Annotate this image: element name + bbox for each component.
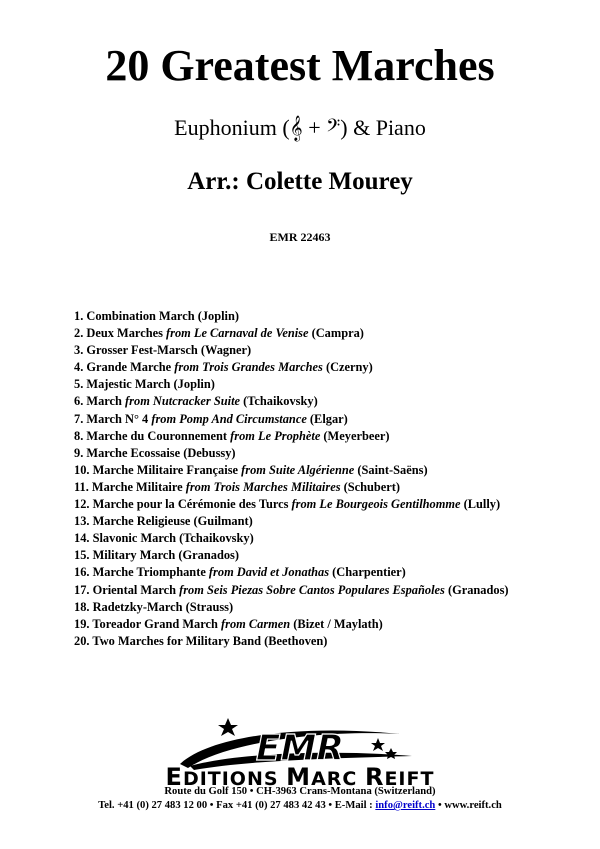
subtitle-plus: + (302, 115, 327, 140)
track-composer: (Meyerbeer) (320, 428, 390, 443)
track-title: March N° 4 (86, 411, 152, 426)
publisher-word: EIFT (384, 768, 435, 790)
track-number: 18. (74, 599, 93, 614)
treble-clef-icon: 𝄞 (289, 116, 303, 141)
track-item (74, 513, 594, 530)
track-item (74, 308, 594, 325)
track-composer: (Wagner) (197, 343, 252, 358)
track-item (74, 376, 594, 393)
track-composer: (Tchaikovsky) (240, 394, 318, 409)
track-source: from Carmen (221, 616, 291, 631)
track-number: 10. (74, 462, 93, 477)
track-item (74, 479, 594, 496)
track-title: Marche Militaire Française (92, 462, 242, 477)
track-number: 11. (74, 479, 92, 494)
track-number: 13. (74, 514, 93, 529)
publisher-address: Route du Golf 150 • CH-3963 Crans-Montana (Switzerland) (164, 786, 436, 797)
publisher-initial: E (165, 763, 183, 791)
track-source: from Le Prophète (230, 428, 321, 443)
track-composer: (Czerny) (322, 360, 373, 375)
track-title: Marche du Couronnement (86, 428, 231, 443)
publisher-word: DITIONS (182, 768, 287, 790)
track-source: from Le Carnaval de Venise (166, 326, 309, 341)
page-title: 20 Greatest Marches (105, 41, 495, 90)
track-number: 14. (74, 531, 93, 546)
track-composer: (Granados) (444, 582, 509, 597)
track-item (74, 599, 594, 616)
publisher-contact (0, 799, 600, 813)
track-source: from Suite Algérienne (241, 462, 355, 477)
track-source: from David et Jonathas (208, 565, 330, 580)
track-item (74, 342, 594, 359)
track-number: 12. (74, 497, 93, 512)
track-number: 7. (74, 411, 87, 426)
track-composer: (Elgar) (306, 411, 348, 426)
track-number: 8. (74, 428, 87, 443)
logo-star-icon (385, 748, 397, 759)
track-title: Slavonic March (92, 531, 177, 546)
track-item (74, 359, 594, 376)
track-source: from Seis Piezas Sobre Cantos Populares Españoles (179, 582, 445, 597)
track-item (74, 496, 594, 513)
track-source: from Trois Marches Militaires (185, 479, 341, 494)
track-source: from Nutcracker Suite (125, 394, 241, 409)
catalog-code: EMR 22463 (269, 230, 331, 244)
track-item (74, 564, 594, 581)
track-number: 1. (74, 309, 87, 323)
track-item (74, 547, 594, 564)
track-item (74, 530, 594, 547)
track-item (74, 445, 594, 462)
track-composer: (Joplin) (194, 309, 240, 323)
track-title: Military March (92, 548, 176, 563)
track-title: March (86, 394, 126, 409)
track-item (74, 411, 594, 428)
track-composer: (Joplin) (170, 377, 215, 392)
contact-phone-fax: Tel. +41 (0) 27 483 12 00 • Fax +41 (0) 27 483 42 43 • E-Mail : (98, 800, 376, 811)
track-item (74, 582, 594, 599)
logo-star-icon (218, 718, 238, 736)
track-title: Toreador Grand March (92, 616, 221, 631)
track-number: 16. (74, 565, 93, 580)
track-number: 19. (74, 616, 93, 631)
track-composer: (Lully) (460, 497, 501, 512)
track-composer: (Saint-Saëns) (354, 462, 428, 477)
track-title: Oriental March (92, 582, 180, 597)
track-number: 2. (74, 326, 87, 341)
track-composer: (Schubert) (340, 479, 401, 494)
track-title: Marche Triomphante (92, 565, 209, 580)
track-number: 9. (74, 445, 87, 460)
bass-clef-icon: 𝄢 (326, 116, 341, 141)
email-link[interactable]: info@reift.ch (375, 800, 436, 811)
logo-star-icon (371, 738, 385, 751)
track-number: 17. (74, 582, 93, 597)
track-number: 6. (74, 394, 87, 409)
track-title: Two Marches for Military Band (92, 633, 262, 648)
track-title: Marche pour la Cérémonie des Turcs (92, 497, 292, 512)
arranger-credit: Arr.: Colette Mourey (187, 168, 413, 195)
track-source: from Pomp And Circumstance (151, 411, 307, 426)
publisher-initial: R (364, 763, 385, 791)
track-list (74, 308, 594, 650)
track-number: 5. (74, 377, 87, 392)
track-title: Grande Marche (86, 360, 175, 375)
track-item (74, 462, 594, 479)
track-composer: (Charpentier) (329, 565, 406, 580)
contact-website: • www.reift.ch (435, 800, 502, 811)
track-composer: (Campra) (308, 326, 364, 341)
track-title: Marche Religieuse (92, 514, 191, 529)
track-title: Majestic March (86, 377, 171, 392)
track-title: Grosser Fest-Marsch (86, 343, 198, 358)
track-number: 4. (74, 360, 87, 375)
track-title: Marche Militaire (91, 479, 186, 494)
track-composer: (Bizet / Maylath) (290, 616, 383, 631)
track-number: 3. (74, 343, 87, 358)
track-item (74, 633, 594, 650)
track-title: Radetzky-March (92, 599, 183, 614)
logo-mark-text: EMR (255, 728, 345, 769)
track-item (74, 325, 594, 342)
track-composer: (Strauss) (182, 599, 234, 614)
track-title: Marche Ecossaise (86, 445, 181, 460)
track-item (74, 393, 594, 410)
subtitle-before: Euphonium ( (174, 115, 290, 140)
track-composer: (Beethoven) (261, 633, 328, 648)
track-composer: (Granados) (175, 548, 239, 563)
publisher-word: ARC (311, 768, 365, 790)
instrumentation-subtitle (0, 114, 600, 143)
track-composer: (Tchaikovsky) (176, 531, 254, 546)
track-composer: (Debussy) (180, 445, 236, 460)
track-composer: (Guilmant) (190, 514, 253, 529)
track-item (74, 616, 594, 633)
subtitle-after: ) & Piano (340, 115, 426, 140)
track-source: from Trois Grandes Marches (174, 360, 323, 375)
track-number: 15. (74, 548, 93, 563)
track-item (74, 428, 594, 445)
track-source: from Le Bourgeois Gentilhomme (291, 497, 461, 512)
track-title: Deux Marches (86, 326, 166, 341)
track-title: Combination March (86, 309, 195, 323)
track-number: 20. (74, 633, 93, 648)
publisher-initial: M (286, 763, 312, 791)
